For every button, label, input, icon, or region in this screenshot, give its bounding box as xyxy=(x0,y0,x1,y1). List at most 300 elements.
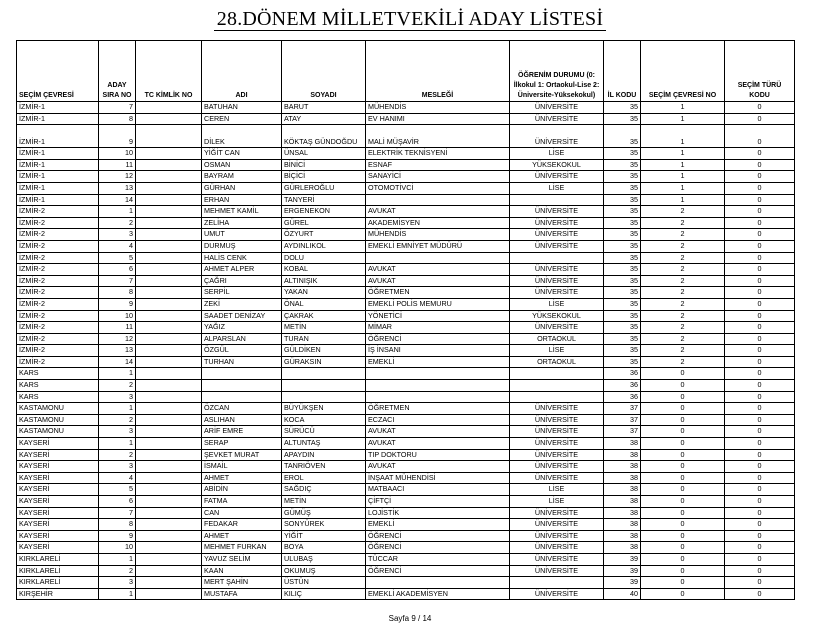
table-row xyxy=(17,264,795,276)
cell-aday-sira-no: 12 xyxy=(99,171,136,183)
cell-secim-turu-kodu: 0 xyxy=(725,322,795,334)
cell-secim-cevresi-no: 0 xyxy=(641,484,725,496)
cell-il-kodu: 39 xyxy=(604,565,641,577)
cell-secim-cevresi-no: 1 xyxy=(641,171,725,183)
cell-ogrenim-durumu: ÜNİVERSİTE xyxy=(510,426,604,438)
cell-aday-sira-no: 1 xyxy=(99,438,136,450)
cell-soyadi xyxy=(282,368,366,380)
cell-ogrenim-durumu: ÜNİVERSİTE xyxy=(510,240,604,252)
cell-secim-cevresi-no: 2 xyxy=(641,240,725,252)
cell-adi: DİLEK xyxy=(202,125,282,148)
cell-tc-kimlik-no xyxy=(136,356,202,368)
cell-meslegi: İNŞAAT MÜHENDİSİ xyxy=(366,472,510,484)
cell-adi: MEHMET KAMİL xyxy=(202,206,282,218)
table-row xyxy=(17,148,795,160)
cell-il-kodu: 40 xyxy=(604,588,641,600)
cell-soyadi: ÖNAL xyxy=(282,298,366,310)
cell-secim-cevresi: İZMİR-2 xyxy=(17,322,99,334)
cell-il-kodu: 37 xyxy=(604,426,641,438)
cell-soyadi: ERGENEKON xyxy=(282,206,366,218)
cell-secim-turu-kodu: 0 xyxy=(725,194,795,206)
cell-adi: OSMAN xyxy=(202,159,282,171)
cell-il-kodu: 36 xyxy=(604,391,641,403)
cell-adi: BAYRAM xyxy=(202,171,282,183)
cell-meslegi: ÖĞRETMEN xyxy=(366,403,510,415)
cell-ogrenim-durumu: ÜNİVERSİTE xyxy=(510,588,604,600)
cell-secim-cevresi: İZMİR-1 xyxy=(17,102,99,114)
cell-adi: CEREN xyxy=(202,113,282,125)
cell-secim-cevresi-no: 2 xyxy=(641,206,725,218)
cell-aday-sira-no: 14 xyxy=(99,194,136,206)
cell-secim-turu-kodu: 0 xyxy=(725,356,795,368)
cell-secim-cevresi-no: 0 xyxy=(641,368,725,380)
cell-meslegi: LOJİSTİK xyxy=(366,507,510,519)
cell-secim-turu-kodu: 0 xyxy=(725,553,795,565)
cell-secim-cevresi-no: 2 xyxy=(641,322,725,334)
cell-secim-cevresi-no: 2 xyxy=(641,252,725,264)
cell-soyadi: ATAY xyxy=(282,113,366,125)
cell-soyadi: YAKAN xyxy=(282,287,366,299)
cell-secim-cevresi: KIRKLARELİ xyxy=(17,553,99,565)
cell-soyadi: ÜNSAL xyxy=(282,148,366,160)
cell-secim-turu-kodu: 0 xyxy=(725,148,795,160)
cell-secim-cevresi-no: 0 xyxy=(641,380,725,392)
cell-secim-turu-kodu: 0 xyxy=(725,113,795,125)
cell-secim-cevresi-no: 0 xyxy=(641,461,725,473)
cell-ogrenim-durumu: ÜNİVERSİTE xyxy=(510,102,604,114)
header-secim-cevresi: SEÇİM ÇEVRESİ xyxy=(17,41,99,102)
page-number: Sayfa 9 / 14 xyxy=(388,614,432,623)
cell-tc-kimlik-no xyxy=(136,426,202,438)
cell-adi: AHMET xyxy=(202,472,282,484)
cell-tc-kimlik-no xyxy=(136,507,202,519)
cell-ogrenim-durumu: ÜNİVERSİTE xyxy=(510,565,604,577)
cell-soyadi: ÇAKRAK xyxy=(282,310,366,322)
table-row xyxy=(17,125,795,148)
cell-tc-kimlik-no xyxy=(136,298,202,310)
table-row xyxy=(17,159,795,171)
cell-aday-sira-no: 11 xyxy=(99,159,136,171)
cell-il-kodu: 38 xyxy=(604,484,641,496)
cell-secim-cevresi: KIRKLARELİ xyxy=(17,577,99,589)
cell-il-kodu: 38 xyxy=(604,472,641,484)
table-row xyxy=(17,588,795,600)
cell-soyadi: DOLU xyxy=(282,252,366,264)
cell-ogrenim-durumu: ÜNİVERSİTE xyxy=(510,217,604,229)
cell-aday-sira-no: 7 xyxy=(99,275,136,287)
cell-il-kodu: 35 xyxy=(604,159,641,171)
cell-adi: MUSTAFA xyxy=(202,588,282,600)
cell-soyadi: ALTINIŞIK xyxy=(282,275,366,287)
cell-adi: ÖZCAN xyxy=(202,403,282,415)
table-row xyxy=(17,530,795,542)
cell-adi: HALİS CENK xyxy=(202,252,282,264)
cell-secim-turu-kodu: 0 xyxy=(725,345,795,357)
cell-secim-cevresi: İZMİR-2 xyxy=(17,240,99,252)
cell-il-kodu: 38 xyxy=(604,438,641,450)
cell-secim-cevresi: KAYSERİ xyxy=(17,461,99,473)
cell-secim-cevresi-no: 0 xyxy=(641,530,725,542)
cell-ogrenim-durumu: ÜNİVERSİTE xyxy=(510,542,604,554)
table-row xyxy=(17,113,795,125)
cell-meslegi: EMEKLİ AKADEMİSYEN xyxy=(366,588,510,600)
document-title xyxy=(0,8,820,30)
cell-tc-kimlik-no xyxy=(136,368,202,380)
cell-soyadi: GÜMÜŞ xyxy=(282,507,366,519)
cell-meslegi: TÜCCAR xyxy=(366,553,510,565)
cell-meslegi: EMEKLİ EMNİYET MÜDÜRÜ xyxy=(366,240,510,252)
header-tc-kimlik-no: TC KİMLİK NO xyxy=(136,41,202,102)
cell-il-kodu: 35 xyxy=(604,287,641,299)
cell-secim-turu-kodu: 0 xyxy=(725,275,795,287)
header-il-kodu: İL KODU xyxy=(604,41,641,102)
cell-secim-cevresi: İZMİR-2 xyxy=(17,345,99,357)
cell-il-kodu: 35 xyxy=(604,275,641,287)
cell-secim-cevresi: İZMİR-1 xyxy=(17,182,99,194)
table-row xyxy=(17,542,795,554)
cell-soyadi: APAYDIN xyxy=(282,449,366,461)
cell-soyadi: METİN xyxy=(282,496,366,508)
cell-meslegi: ECZACI xyxy=(366,414,510,426)
cell-meslegi: TIP DOKTORU xyxy=(366,449,510,461)
cell-secim-cevresi-no: 0 xyxy=(641,565,725,577)
cell-adi: BATUHAN xyxy=(202,102,282,114)
table-row xyxy=(17,507,795,519)
cell-soyadi: BARUT xyxy=(282,102,366,114)
cell-meslegi: AVUKAT xyxy=(366,275,510,287)
cell-il-kodu: 36 xyxy=(604,380,641,392)
cell-meslegi: MALİ MÜŞAVİR xyxy=(366,125,510,148)
cell-il-kodu: 35 xyxy=(604,113,641,125)
cell-il-kodu: 35 xyxy=(604,206,641,218)
cell-meslegi: MÜHENDİS xyxy=(366,102,510,114)
cell-aday-sira-no: 6 xyxy=(99,496,136,508)
cell-adi: TURHAN xyxy=(202,356,282,368)
cell-aday-sira-no: 3 xyxy=(99,461,136,473)
cell-secim-turu-kodu: 0 xyxy=(725,588,795,600)
cell-ogrenim-durumu xyxy=(510,577,604,589)
cell-ogrenim-durumu: LİSE xyxy=(510,484,604,496)
cell-il-kodu: 38 xyxy=(604,507,641,519)
cell-secim-turu-kodu: 0 xyxy=(725,217,795,229)
cell-secim-cevresi-no: 0 xyxy=(641,577,725,589)
cell-ogrenim-durumu: ÜNİVERSİTE xyxy=(510,403,604,415)
cell-secim-cevresi-no: 0 xyxy=(641,519,725,531)
cell-tc-kimlik-no xyxy=(136,345,202,357)
cell-secim-turu-kodu: 0 xyxy=(725,449,795,461)
cell-soyadi: TANRIÖVEN xyxy=(282,461,366,473)
table-row xyxy=(17,298,795,310)
cell-aday-sira-no: 1 xyxy=(99,206,136,218)
table-header-row xyxy=(17,41,795,102)
cell-secim-cevresi: İZMİR-2 xyxy=(17,206,99,218)
cell-aday-sira-no: 8 xyxy=(99,113,136,125)
cell-ogrenim-durumu: ÜNİVERSİTE xyxy=(510,275,604,287)
cell-tc-kimlik-no xyxy=(136,264,202,276)
cell-secim-cevresi: İZMİR-1 xyxy=(17,148,99,160)
cell-tc-kimlik-no xyxy=(136,391,202,403)
cell-secim-turu-kodu: 0 xyxy=(725,206,795,218)
cell-secim-cevresi: KAYSERİ xyxy=(17,496,99,508)
cell-secim-cevresi-no: 0 xyxy=(641,438,725,450)
cell-il-kodu: 35 xyxy=(604,229,641,241)
cell-secim-cevresi-no: 1 xyxy=(641,159,725,171)
cell-secim-cevresi: İZMİR-2 xyxy=(17,217,99,229)
cell-il-kodu: 35 xyxy=(604,356,641,368)
cell-tc-kimlik-no xyxy=(136,519,202,531)
cell-secim-turu-kodu: 0 xyxy=(725,461,795,473)
cell-secim-turu-kodu: 0 xyxy=(725,507,795,519)
cell-adi: MERT ŞAHİN xyxy=(202,577,282,589)
cell-aday-sira-no: 6 xyxy=(99,264,136,276)
cell-ogrenim-durumu: ÜNİVERSİTE xyxy=(510,472,604,484)
cell-secim-turu-kodu: 0 xyxy=(725,298,795,310)
cell-secim-turu-kodu: 0 xyxy=(725,380,795,392)
cell-adi: ÖZGÜL xyxy=(202,345,282,357)
cell-secim-cevresi: KAYSERİ xyxy=(17,484,99,496)
cell-ogrenim-durumu: ÜNİVERSİTE xyxy=(510,438,604,450)
cell-aday-sira-no: 4 xyxy=(99,240,136,252)
cell-il-kodu: 37 xyxy=(604,414,641,426)
cell-secim-cevresi: İZMİR-1 xyxy=(17,125,99,148)
cell-aday-sira-no: 1 xyxy=(99,588,136,600)
cell-il-kodu: 35 xyxy=(604,252,641,264)
cell-secim-cevresi-no: 0 xyxy=(641,472,725,484)
cell-secim-turu-kodu: 0 xyxy=(725,171,795,183)
cell-soyadi: TURAN xyxy=(282,333,366,345)
table-row xyxy=(17,322,795,334)
header-secim-cevresi-no: SEÇİM ÇEVRESİ NO xyxy=(641,41,725,102)
cell-secim-turu-kodu: 0 xyxy=(725,252,795,264)
cell-tc-kimlik-no xyxy=(136,206,202,218)
header-secim-turu-kodu: SEÇİM TÜRÜ KODU xyxy=(725,41,795,102)
cell-ogrenim-durumu: LİSE xyxy=(510,148,604,160)
cell-adi: YİĞİT CAN xyxy=(202,148,282,160)
cell-aday-sira-no: 2 xyxy=(99,380,136,392)
cell-secim-cevresi: KASTAMONU xyxy=(17,414,99,426)
cell-tc-kimlik-no xyxy=(136,333,202,345)
cell-meslegi: AVUKAT xyxy=(366,426,510,438)
cell-aday-sira-no: 13 xyxy=(99,182,136,194)
cell-tc-kimlik-no xyxy=(136,414,202,426)
table-row xyxy=(17,240,795,252)
cell-tc-kimlik-no xyxy=(136,553,202,565)
cell-meslegi: AVUKAT xyxy=(366,461,510,473)
cell-tc-kimlik-no xyxy=(136,229,202,241)
cell-aday-sira-no: 7 xyxy=(99,102,136,114)
cell-soyadi: ALTUNTAŞ xyxy=(282,438,366,450)
cell-secim-cevresi: İZMİR-2 xyxy=(17,310,99,322)
cell-il-kodu: 35 xyxy=(604,125,641,148)
cell-secim-turu-kodu: 0 xyxy=(725,125,795,148)
cell-tc-kimlik-no xyxy=(136,380,202,392)
cell-secim-cevresi: KAYSERİ xyxy=(17,472,99,484)
cell-tc-kimlik-no xyxy=(136,125,202,148)
cell-adi: SERPİL xyxy=(202,287,282,299)
cell-tc-kimlik-no xyxy=(136,496,202,508)
cell-ogrenim-durumu: ÜNİVERSİTE xyxy=(510,530,604,542)
cell-secim-turu-kodu: 0 xyxy=(725,519,795,531)
table-row xyxy=(17,577,795,589)
cell-secim-cevresi: KARS xyxy=(17,368,99,380)
cell-aday-sira-no: 2 xyxy=(99,449,136,461)
cell-aday-sira-no: 10 xyxy=(99,148,136,160)
cell-soyadi: BÜYÜKŞEN xyxy=(282,403,366,415)
cell-meslegi xyxy=(366,194,510,206)
title-text: 28.DÖNEM MİLLETVEKİLİ ADAY LİSTESİ xyxy=(214,8,606,31)
cell-adi xyxy=(202,368,282,380)
cell-secim-turu-kodu: 0 xyxy=(725,159,795,171)
cell-tc-kimlik-no xyxy=(136,159,202,171)
cell-secim-cevresi-no: 2 xyxy=(641,356,725,368)
cell-il-kodu: 37 xyxy=(604,403,641,415)
cell-soyadi: AYDINLIKOL xyxy=(282,240,366,252)
cell-soyadi: KOCA xyxy=(282,414,366,426)
cell-adi: ŞEVKET MURAT xyxy=(202,449,282,461)
cell-adi xyxy=(202,391,282,403)
cell-aday-sira-no: 5 xyxy=(99,484,136,496)
cell-soyadi: GÜLDİKEN xyxy=(282,345,366,357)
cell-soyadi: SAĞDIÇ xyxy=(282,484,366,496)
cell-tc-kimlik-no xyxy=(136,322,202,334)
cell-il-kodu: 35 xyxy=(604,322,641,334)
cell-secim-cevresi-no: 2 xyxy=(641,310,725,322)
cell-soyadi: GÜRAKSIN xyxy=(282,356,366,368)
cell-secim-cevresi: KARS xyxy=(17,380,99,392)
cell-secim-cevresi-no: 1 xyxy=(641,102,725,114)
cell-aday-sira-no: 3 xyxy=(99,391,136,403)
cell-adi: FEDAKAR xyxy=(202,519,282,531)
cell-aday-sira-no: 9 xyxy=(99,125,136,148)
cell-adi: GÜRHAN xyxy=(202,182,282,194)
cell-secim-cevresi-no: 2 xyxy=(641,264,725,276)
cell-meslegi: MATBAACI xyxy=(366,484,510,496)
cell-soyadi: BOYA xyxy=(282,542,366,554)
cell-secim-cevresi-no: 1 xyxy=(641,194,725,206)
cell-meslegi: AVUKAT xyxy=(366,264,510,276)
cell-soyadi: KÖKTAŞ GÜNDOĞDU xyxy=(282,125,366,148)
cell-ogrenim-durumu xyxy=(510,368,604,380)
cell-adi: SERAP xyxy=(202,438,282,450)
cell-secim-cevresi-no: 1 xyxy=(641,182,725,194)
table-row xyxy=(17,553,795,565)
cell-ogrenim-durumu: ÜNİVERSİTE xyxy=(510,414,604,426)
cell-secim-cevresi-no: 0 xyxy=(641,588,725,600)
cell-secim-cevresi-no: 2 xyxy=(641,287,725,299)
cell-ogrenim-durumu xyxy=(510,391,604,403)
cell-secim-turu-kodu: 0 xyxy=(725,577,795,589)
cell-meslegi: ÖĞRENCİ xyxy=(366,333,510,345)
table-row xyxy=(17,403,795,415)
table-row xyxy=(17,333,795,345)
cell-ogrenim-durumu xyxy=(510,252,604,264)
cell-adi xyxy=(202,380,282,392)
cell-secim-cevresi-no: 0 xyxy=(641,553,725,565)
cell-il-kodu: 35 xyxy=(604,182,641,194)
table-row xyxy=(17,380,795,392)
cell-ogrenim-durumu: ÜNİVERSİTE xyxy=(510,449,604,461)
cell-ogrenim-durumu: YÜKSEKOKUL xyxy=(510,159,604,171)
cell-adi: AHMET xyxy=(202,530,282,542)
cell-tc-kimlik-no xyxy=(136,182,202,194)
cell-il-kodu: 35 xyxy=(604,217,641,229)
cell-adi: YAVUZ SELİM xyxy=(202,553,282,565)
cell-adi: AHMET ALPER xyxy=(202,264,282,276)
cell-ogrenim-durumu: ÜNİVERSİTE xyxy=(510,264,604,276)
cell-secim-cevresi-no: 0 xyxy=(641,496,725,508)
cell-secim-turu-kodu: 0 xyxy=(725,264,795,276)
cell-secim-cevresi-no: 0 xyxy=(641,542,725,554)
cell-il-kodu: 36 xyxy=(604,368,641,380)
cell-tc-kimlik-no xyxy=(136,102,202,114)
cell-il-kodu: 35 xyxy=(604,240,641,252)
cell-aday-sira-no: 2 xyxy=(99,414,136,426)
cell-adi: UMUT xyxy=(202,229,282,241)
cell-il-kodu: 35 xyxy=(604,345,641,357)
table-row xyxy=(17,194,795,206)
cell-il-kodu: 38 xyxy=(604,449,641,461)
table-row xyxy=(17,414,795,426)
cell-secim-cevresi: İZMİR-2 xyxy=(17,264,99,276)
cell-secim-cevresi: KARS xyxy=(17,391,99,403)
cell-aday-sira-no: 13 xyxy=(99,345,136,357)
cell-meslegi: ÖĞRENCİ xyxy=(366,565,510,577)
cell-tc-kimlik-no xyxy=(136,588,202,600)
cell-secim-cevresi-no: 2 xyxy=(641,298,725,310)
cell-meslegi: AKADEMİSYEN xyxy=(366,217,510,229)
cell-meslegi: ÖĞRENCİ xyxy=(366,530,510,542)
cell-ogrenim-durumu: LİSE xyxy=(510,345,604,357)
cell-soyadi: GÜRLEROĞLU xyxy=(282,182,366,194)
cell-adi: ALPARSLAN xyxy=(202,333,282,345)
cell-il-kodu: 35 xyxy=(604,333,641,345)
cell-aday-sira-no: 3 xyxy=(99,577,136,589)
cell-tc-kimlik-no xyxy=(136,275,202,287)
cell-secim-cevresi: İZMİR-1 xyxy=(17,113,99,125)
table-row xyxy=(17,484,795,496)
cell-aday-sira-no: 2 xyxy=(99,565,136,577)
cell-tc-kimlik-no xyxy=(136,472,202,484)
cell-meslegi: ÖĞRENCİ xyxy=(366,542,510,554)
cell-secim-cevresi: İZMİR-2 xyxy=(17,229,99,241)
cell-adi: ÇAĞRI xyxy=(202,275,282,287)
cell-il-kodu: 38 xyxy=(604,461,641,473)
cell-il-kodu: 35 xyxy=(604,310,641,322)
cell-meslegi: SANAYİCİ xyxy=(366,171,510,183)
cell-ogrenim-durumu: ÜNİVERSİTE xyxy=(510,287,604,299)
cell-secim-turu-kodu: 0 xyxy=(725,414,795,426)
cell-secim-cevresi: İZMİR-2 xyxy=(17,275,99,287)
cell-secim-turu-kodu: 0 xyxy=(725,530,795,542)
cell-ogrenim-durumu: ÜNİVERSİTE xyxy=(510,206,604,218)
cell-adi: DURMUŞ xyxy=(202,240,282,252)
cell-adi: FATMA xyxy=(202,496,282,508)
cell-meslegi xyxy=(366,252,510,264)
table-row xyxy=(17,275,795,287)
cell-tc-kimlik-no xyxy=(136,252,202,264)
cell-secim-cevresi-no: 0 xyxy=(641,391,725,403)
cell-aday-sira-no: 1 xyxy=(99,368,136,380)
table-row xyxy=(17,206,795,218)
cell-meslegi: ESNAF xyxy=(366,159,510,171)
cell-secim-turu-kodu: 0 xyxy=(725,391,795,403)
table-row xyxy=(17,310,795,322)
cell-aday-sira-no: 3 xyxy=(99,229,136,241)
cell-ogrenim-durumu: ÜNİVERSİTE xyxy=(510,553,604,565)
cell-adi: MEHMET FURKAN xyxy=(202,542,282,554)
cell-ogrenim-durumu: ÜNİVERSİTE xyxy=(510,507,604,519)
cell-secim-turu-kodu: 0 xyxy=(725,102,795,114)
